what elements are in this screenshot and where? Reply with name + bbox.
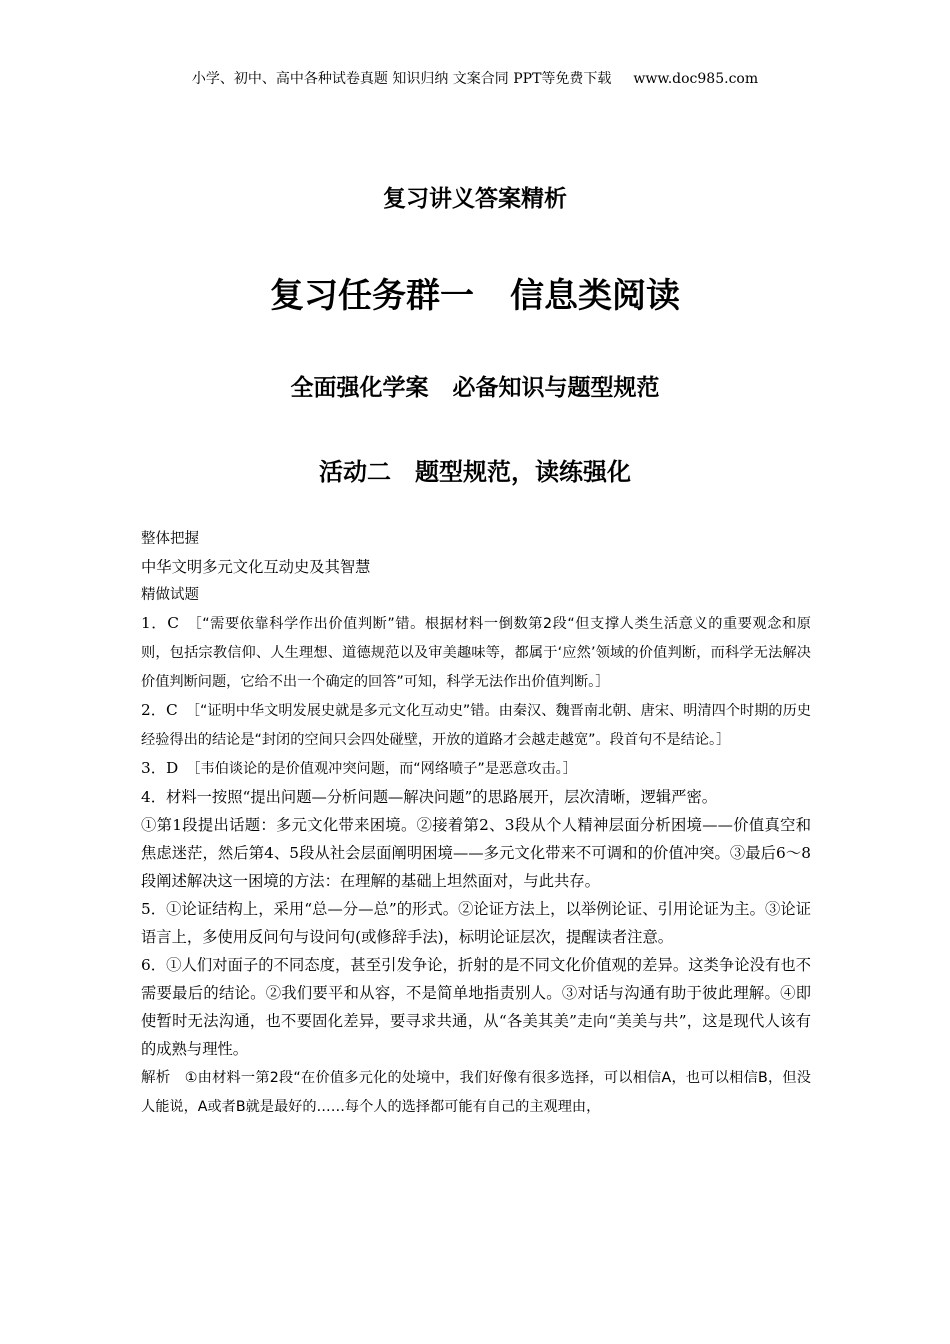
page-header xyxy=(0,68,950,88)
practice-label: 精做试题 xyxy=(141,587,199,603)
section-title-a: 全面强化学案 xyxy=(290,375,429,401)
document-title: 复习讲义答案精析 xyxy=(383,186,567,212)
answer-content xyxy=(141,525,811,1121)
analysis xyxy=(141,1063,811,1121)
answer-3-number: 3．D xyxy=(141,759,179,777)
task-group-title xyxy=(0,268,950,317)
header-text: 小学、初中、高中各种试卷真题 知识归纳 文案合同 PPT等免费下载 xyxy=(191,71,612,87)
answer-4: 4．材料一按照“提出问题—分析问题—解决问题”的思路展开，层次清晰，逻辑严密。 xyxy=(141,788,718,806)
section-title xyxy=(0,369,950,402)
answer-1-number: 1．C xyxy=(141,614,179,632)
analysis-text: ①由材料一第2段“在价值多元化的处境中，我们好像有很多选择，可以相信A，也可以相信B，但没人能说，A或者B就是最好的……每个人的选择都可能有自己的主观理由， xyxy=(141,1070,811,1115)
header-url[interactable]: www.doc985.com xyxy=(633,71,759,87)
answer-3 xyxy=(141,754,811,783)
activity-title xyxy=(0,452,950,487)
answer-4-detail: ①第1段提出话题：多元文化带来困境。②接着第2、3段从个人精神层面分析困境——价值真空和焦虑迷茫，然后第4、5段从社会层面阐明困境——多元文化带来不可调和的价值冲突。③最后6～8段阐述解决这一困境的方法：在理解的基础上坦然面对，与此共存。 xyxy=(141,816,811,890)
section-title-b: 必备知识与题型规范 xyxy=(452,375,660,401)
answer-2-number: 2．C xyxy=(141,701,178,719)
task-group-title-b: 信息类阅读 xyxy=(510,276,680,316)
answer-2-text: ［“证明中华文明发展史就是多元文化互动史”错。由秦汉、魏晋南北朝、唐宋、明清四个时期的历史经验得出的结论是“封闭的空间只会四处碰壁，开放的道路才会越走越宽”。段首句不是结论。］ xyxy=(141,703,811,748)
activity-title-a: 活动二 xyxy=(319,458,391,486)
answer-5: 5．①论证结构上，采用“总—分—总”的形式。②论证方法上，以举例论证、引用论证为主。③论证语言上，多使用反问句与设问句(或修辞手法)，标明论证层次，提醒读者注意。 xyxy=(141,900,811,946)
answer-1-text: ［“需要依靠科学作出价值判断”错。根据材料一倒数第2段“但支撑人类生活意义的重要观念和原则，包括宗教信仰、人生理想、道德规范以及审美趣味等，都属于‘应然’领域的价值判断，而科学无法解决价值判断问题，它给不出一个确定的回答”可知，科学无法作出价值判断。］ xyxy=(141,616,811,690)
activity-title-b: 题型规范，读练强化 xyxy=(415,458,631,486)
overall-label: 整体把握 xyxy=(141,531,199,547)
answer-3-text: ［韦伯谈论的是价值观冲突问题，而“网络喷子”是恶意攻击。］ xyxy=(186,761,577,777)
answer-1 xyxy=(141,609,811,696)
overall-text: 中华文明多元文化互动史及其智慧 xyxy=(141,558,371,576)
answer-6: 6．①人们对面子的不同态度，甚至引发争论，折射的是不同文化价值观的差异。这类争论没有也不需要最后的结论。②我们要平和从容，不是简单地指责别人。③对话与沟通有助于彼此理解。④即使暂时无法沟通，也不要固化差异，要寻求共通，从“各美其美”走向“美美与共”，这是现代人该有的成熟与理性。 xyxy=(141,956,811,1058)
analysis-label: 解析 xyxy=(141,1070,171,1086)
answer-2 xyxy=(141,696,811,754)
task-group-title-a: 复习任务群一 xyxy=(270,276,474,316)
